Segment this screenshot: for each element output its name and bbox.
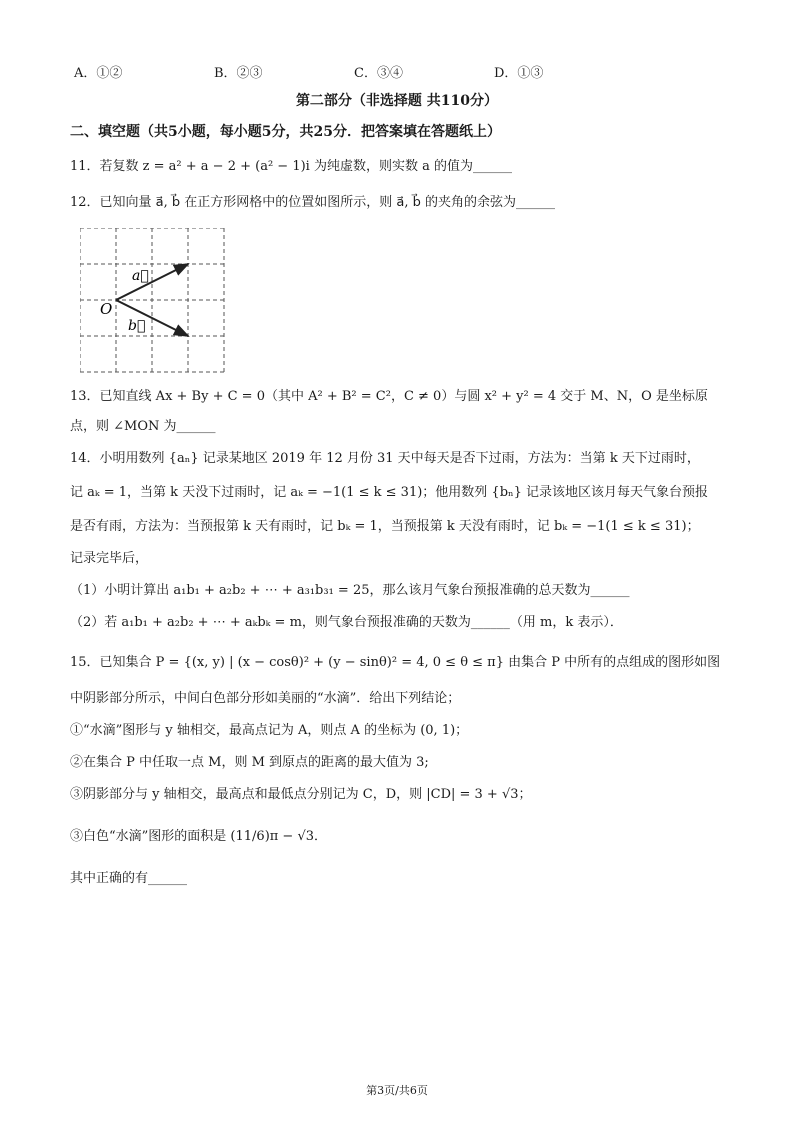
part-title: 第二部分（非选择题 共110分） — [295, 93, 499, 109]
question-11: 11．若复数 z = a² + a − 2 + (a² − 1)i 为纯虚数，则实数 a 的值为______ — [70, 159, 512, 174]
question-15-item2: ②在集合 P 中任取一点 M，则 M 到原点的距离的最大值为 3; — [70, 755, 429, 770]
choice-d: D．①③ — [494, 66, 544, 81]
question-13-line1: 13．已知直线 Ax + By + C = 0（其中 A² + B² = C²，C ≠ 0）与圆 x² + y² = 4 交于 M、N，O 是坐标原 — [70, 389, 708, 404]
question-14-line2: 记 aₖ = 1，当第 k 天没下过雨时，记 aₖ = −1(1 ≤ k ≤ 31)；他用数列 {bₙ} 记录该地区该月每天气象台预报 — [70, 485, 709, 500]
question-15-line2: 中阴影部分所示，中间白色部分形如美丽的“水滴”．给出下列结论； — [70, 691, 461, 706]
question-15-item4: ③白色“水滴”图形的面积是 (11/6)π − √3． — [70, 829, 328, 844]
question-14-line3: 是否有雨，方法为：当预报第 k 天有雨时，记 bₖ = 1，当预报第 k 天没有雨时，记 bₖ = −1(1 ≤ k ≤ 31)； — [70, 519, 700, 534]
question-14-part2: （2）若 a₁b₁ + a₂b₂ + ⋯ + aₖbₖ = m，则气象台预报准确的天数为______（用 m，k 表示）． — [70, 615, 623, 630]
answer-choices — [74, 62, 594, 80]
question-15-line1: 15．已知集合 P = {(x, y) | (x − cosθ)² + (y − sinθ)² = 4, 0 ≤ θ ≤ π} 由集合 P 中所有的点组成的图形如图 — [70, 655, 721, 670]
page-number: 第3页/共6页 — [366, 1084, 428, 1097]
section-title: 二、填空题（共5小题，每小题5分，共25分．把答案填在答题纸上） — [70, 124, 501, 140]
question-15-item1: ①“水滴”图形与 y 轴相交，最高点记为 A，则点 A 的坐标为 (0, 1)； — [70, 723, 469, 738]
origin-label: O — [100, 300, 113, 318]
question-15-item3: ③阴影部分与 y 轴相交，最高点和最低点分别记为 C，D，则 |CD| = 3 + √3； — [70, 787, 532, 802]
question-14-line1: 14．小明用数列 {aₙ} 记录某地区 2019 年 12 月份 31 天中每天是否下过雨，方法为：当第 k 天下过雨时， — [70, 451, 700, 466]
question-14-part1: （1）小明计算出 a₁b₁ + a₂b₂ + ⋯ + a₃₁b₃₁ = 25，那么该月气象台预报准确的总天数为______ — [70, 583, 630, 598]
vector-b-label: b⃗ — [128, 318, 146, 334]
question-15-answer-prompt: 其中正确的有______ — [70, 871, 188, 886]
vector-grid-figure — [80, 228, 225, 373]
question-12: 12．已知向量 a⃗, b⃗ 在正方形网格中的位置如图所示，则 a⃗, b⃗ 的夹角的余弦为______ — [70, 195, 556, 210]
choice-b: B．②③ — [214, 66, 263, 81]
choice-c: C．③④ — [354, 66, 403, 81]
question-14-line4: 记录完毕后， — [70, 551, 149, 566]
choice-a: A．①② — [74, 66, 123, 81]
vector-a-label: a⃗ — [132, 268, 149, 284]
question-13-line2: 点，则 ∠MON 为______ — [70, 419, 216, 434]
